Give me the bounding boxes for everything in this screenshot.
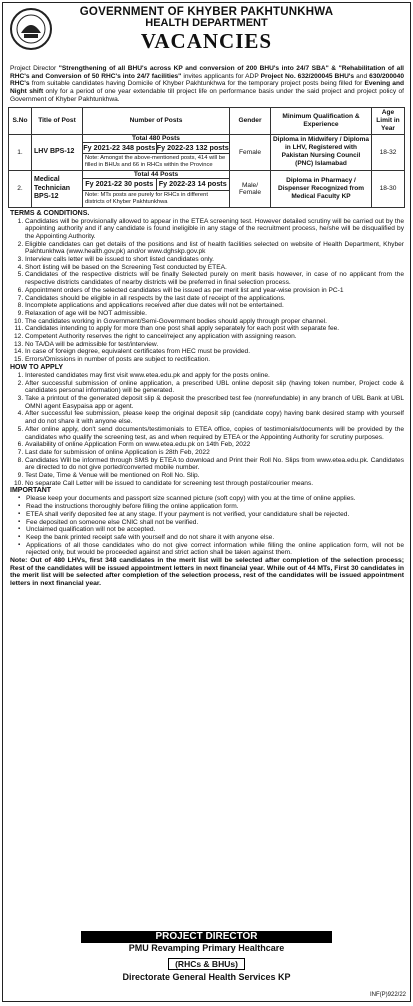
list-item: ▪ Fee deposited on someone else CNIC shall not be verified. — [18, 519, 404, 527]
intro-paragraph: Project Director "Strengthening of all BHU's across KP and conversion of 200 BHU's into 24/7 SBA" & "Rehabilitation of all RHC's and Conversion of 50 RHC's into 24/7 facilities" invites applicants for ADP Project No. 632/200045 BHU's and 630/200040 RHC's from suitable candidates having Domicile of Khyber Pakhtunkhwa for the temporary project posts being filled for Evening and Night shift only for a period of one year extendable till project life on performance basis under the said project and project policy of Government of Khyber Pakhtunkhwa. — [10, 65, 405, 103]
list-item: 9. Test Date, Time & Venue will be mentioned on Roll No. Slip. — [25, 472, 404, 480]
col-header-sno: S.No — [9, 107, 32, 134]
col-header-posts: Number of Posts — [83, 107, 230, 134]
important-heading: IMPORTANT — [10, 487, 52, 495]
project-director-title: PROJECT DIRECTOR — [81, 931, 332, 943]
list-item: 4. Short listing will be based on the Screening Test conducted by ETEA. — [25, 264, 404, 272]
list-item: ▪ Keep the bank printed receipt safe with yourself and do not share it with anyone else. — [18, 534, 404, 542]
list-item: 3. Interview calls letter will be issued to short listed candidates only. — [25, 256, 404, 264]
department-title: HEALTH DEPARTMENT — [145, 17, 268, 29]
list-item: 9. Relaxation of age will be NOT admissible. — [25, 310, 404, 318]
vacancies-table — [8, 107, 405, 208]
list-item: ▪ ETEA shall verify deposited fee at any stage. If your payment is not verified, your candidature shall be rejected. — [18, 511, 404, 519]
vacancies-heading: VACANCIES — [140, 29, 273, 53]
row-title: LHV BPS-12 — [32, 134, 83, 171]
advertisement-page — [2, 2, 411, 1002]
terms-heading: TERMS & CONDITIONS. — [10, 209, 90, 217]
row-age: 18-30 — [372, 171, 405, 208]
table-row — [9, 171, 405, 208]
list-item: 5. After online apply, don't send documents/testimonials to ETEA office, copies of testimonials/documents will be provided by the candidates who qualify the screening test, as and when required by ETEA or the Appointing Authority for scrutiny purposes. — [25, 426, 404, 441]
table-row — [9, 134, 405, 171]
row-posts — [83, 134, 230, 171]
list-item: 10. The candidates working in Government/Semi-Government bodies should apply through proper channel. — [25, 318, 404, 326]
final-note: Note: Out of 480 LHVs, first 348 candidates in the merit list will be selected after completion of the selection process; Rest of the candidates will be issued appointment letters in next financial year. While out of 44 MTs, First 30 candidates in the merit list will be selected after completion of the selection process, rest of the candidates will be issued appointment letters in next financial year. — [10, 557, 404, 588]
list-item: 6. Availability of online Application Form on www.etea.edu.pk on 14th Feb, 2022 — [25, 441, 404, 449]
row-title: Medical Technician BPS-12 — [32, 171, 83, 208]
table-header-row — [9, 107, 405, 134]
terms-list — [10, 218, 404, 364]
posts-fy-split — [83, 179, 229, 191]
list-item: 4. After successful fee submission, please keep the original deposit slip (candidate copy) having bank desired stamp with yourself and do not share it with anyone else. — [25, 410, 404, 425]
posts-fy-2022-23: Fy 2022-23 132 posts — [156, 142, 229, 152]
row-qualification: Diploma in Midwifery / Diploma in LHV, Registered with Pakistan Nursing Council (PNC) Islamabad — [271, 134, 372, 171]
list-item: 11. Candidates intending to apply for more than one post shall apply separately for each post with separate fee. — [25, 325, 404, 333]
posts-fy-2021-22: Fy 2021-22 348 posts — [83, 142, 156, 152]
list-item: 12. Competent Authority reserves the right to cancel/reject any application with assigning reason. — [25, 333, 404, 341]
list-item: 6. Appointment orders of the selected candidates will be issued as per merit list and year-wise provision in PC-1 — [25, 287, 404, 295]
row-qualification: Diploma in Pharmacy / Dispenser Recognized from Medical Faculty KP — [271, 171, 372, 208]
posts-fy-2022-23: Fy 2022-23 14 posts — [158, 179, 227, 189]
important-list — [10, 495, 404, 557]
list-item: ▪ Unclaimed qualification will not be accepted. — [18, 526, 404, 534]
posts-total: Total 480 Posts — [83, 135, 229, 143]
posts-total: Total 44 Posts — [83, 171, 229, 179]
header — [3, 3, 410, 65]
list-item: 14. In case of foreign degree, equivalent certificates from HEC must be provided. — [25, 348, 404, 356]
col-header-qualification: Minimum Qualification & Experience — [271, 107, 372, 134]
list-item: 5. Candidates of the respective districts will be finally Selected purely on merit basis however, in case of no applicant from the respective districts candidates of nearby districts will be preferred in final selection process. — [25, 271, 404, 286]
program-name: PMU Revamping Primary Healthcare — [128, 943, 285, 953]
how-to-apply-heading: HOW TO APPLY — [10, 363, 64, 371]
list-item: 15. Errors/Omissions in number of posts are subject to rectification. — [25, 356, 404, 364]
list-item: 8. Candidates Will be informed through SMS by ETEA to download and Print their Roll No. Slips from www.etea.edu.pk. Candidates are directed to do not give ported/converted mobile number. — [25, 457, 404, 472]
list-item: 7. Candidates should be eligible in all respects by the last date of receipt of the applications. — [25, 295, 404, 303]
footer — [3, 931, 410, 1001]
posts-fy-2021-22: Fy 2021-22 30 posts — [83, 179, 157, 190]
row-sno: 1. — [9, 134, 32, 171]
col-header-title: Title of Post — [32, 107, 83, 134]
row-gender: Female — [230, 134, 271, 171]
list-item: 13. No TA/DA will be admissible for test/interview. — [25, 341, 404, 349]
col-header-age: Age Limit in Year — [372, 107, 405, 134]
list-item: 8. Incomplete applications and applications received after due dates will not be entertained. — [25, 302, 404, 310]
how-to-apply-list — [10, 372, 404, 488]
rhc-bhu-label: (RHCs & BHUs) — [168, 958, 245, 970]
government-seal-logo — [9, 7, 53, 51]
list-item: 1. Interested candidates may first visit www.etea.edu.pk and apply for the posts online. — [25, 372, 404, 380]
row-gender: Male/ Female — [230, 171, 271, 208]
list-item: 1. Candidates will be provisionally allowed to appear in the ETEA screening test. However detailed scrutiny will be carried out by the appointing authority and if any candidate is found ineligible in any stage of the recruitment process, he/she will be disqualified by the Appointing Authority. — [25, 218, 404, 241]
terms-section — [3, 208, 410, 588]
list-item: ▪ Please keep your documents and passport size scanned picture (soft copy) with you at the time of online applies. — [18, 495, 404, 503]
col-header-gender: Gender — [230, 107, 271, 134]
row-sno: 2. — [9, 171, 32, 208]
government-title: GOVERNMENT OF KHYBER PAKHTUNKHWA — [79, 6, 334, 18]
row-age: 18-32 — [372, 134, 405, 171]
list-item: 2. Eligible candidates can get details of the positions and list of health facilities selected on website of Health Department, Khyber Pakhtunkhwa (www.health.gov.pk) and/or www.dghskp.gov.pk — [25, 241, 404, 256]
list-item: ▪ Read the instructions thoroughly before filling the online application form. — [18, 503, 404, 511]
list-item: 2. After successful submission of online application, a prescribed UBL online deposit slip (having token number, Project code & candidates personal information) will be generated. — [25, 380, 404, 395]
posts-note: Note: MTs posts are purely for RHCs in different districts of Khyber Pakhtunkhwa — [85, 191, 208, 205]
posts-note: Note: Amongst the above-mentioned posts, 414 will be filled in BHUs and 66 in RHCs within the Province — [85, 155, 226, 169]
posts-fy-split — [83, 143, 229, 155]
list-item: 3. Take a printout of the generated deposit slip & deposit the prescribed test fee (nonrefundable) in any branch of UBL Bank at UBL OMNI agent Easypaisa app or agent. — [25, 395, 404, 410]
list-item: ▪ Applications of all those candidates who do not give correct information while filling the online application form, will not be rejected only, but would be proceeded against and strict action shall be taken against them. — [18, 542, 404, 557]
list-item: 10. No separate Call Letter will be issued to candidate for screening test through postal/courier means. — [25, 480, 404, 488]
list-item: 7. Last date for submission of online Application is 28th Feb, 2022 — [25, 449, 404, 457]
row-posts — [83, 171, 230, 208]
directorate-name: Directorate General Health Services KP — [122, 972, 291, 982]
inf-reference: INF(P)922/22 — [369, 992, 406, 998]
